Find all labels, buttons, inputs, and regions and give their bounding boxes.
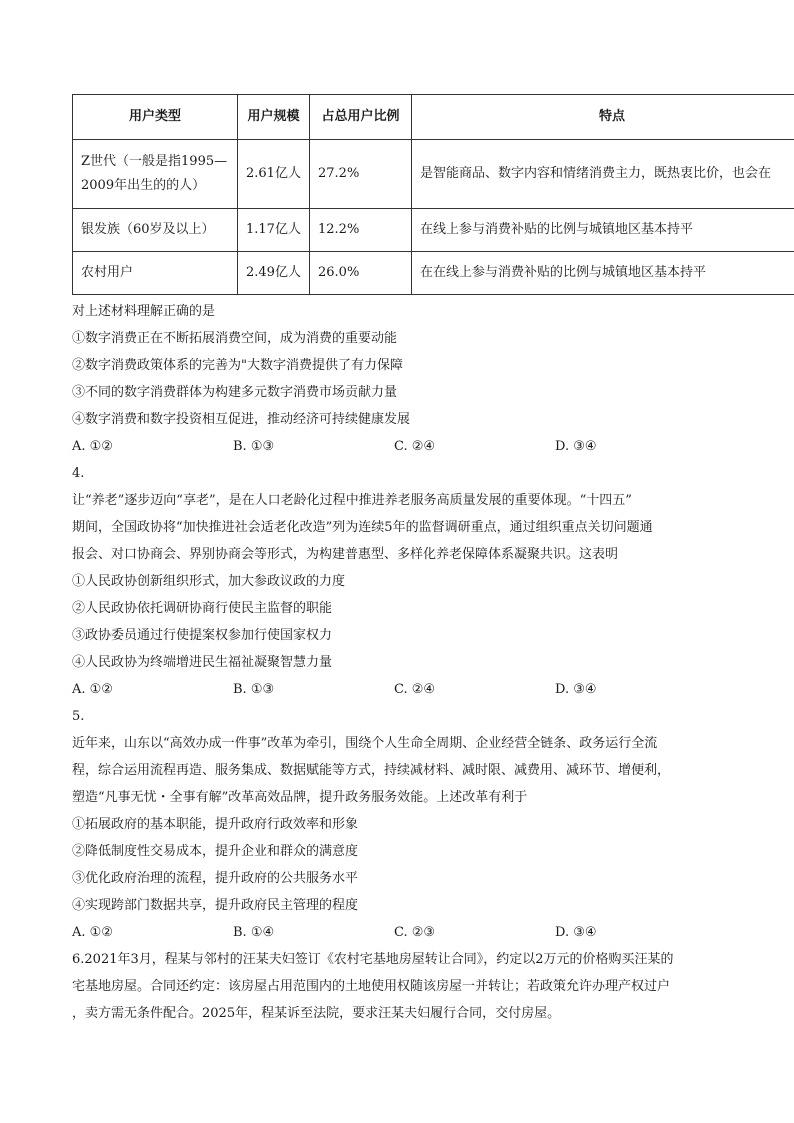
question-3-item: ①数字消费正在不断拓展消费空间，成为消费的重要动能 [72,331,398,346]
question-4-options [72,676,732,703]
question-4-item: ③政协委员通过行使提案权参加行使国家权力 [72,628,333,643]
option-c[interactable]: C. ②③ [394,925,436,940]
cell-ratio: 27.2% [310,140,412,209]
question-3-options [72,433,732,460]
cell-user-scale: 2.49亿人 [238,252,310,295]
option-c[interactable]: C. ②④ [394,439,436,454]
cell-user-type: 农村用户 [73,252,238,295]
col-header-user-type: 用户类型 [73,95,238,140]
question-3-item: ③不同的数字消费群体为构建多元数字消费市场贡献力量 [72,385,398,400]
question-4-stem-line: 期间，全国政协将“加快推进社会适老化改造”列为连续5年的监督调研重点，通过组织重点关切问题通 [72,520,653,535]
option-b[interactable]: B. ①③ [233,439,275,454]
question-6-stem-line: 宅基地房屋。合同还约定：该房屋占用范围内的土地使用权随该房屋一并转让；若政策允许办理产权过户 [72,979,671,994]
user-type-table [72,94,794,295]
question-4-item: ④人民政协为终端增进民生福祉凝聚智慧力量 [72,655,333,670]
option-a[interactable]: A. ①② [72,925,113,940]
cell-user-type [73,140,238,209]
question-4-number: 4. [72,466,85,481]
option-d[interactable]: D. ③④ [555,439,597,454]
cell-feature: 在在线上参与消费补贴的比例与城镇地区基本持平 [412,252,794,295]
question-6-stem-line: 6.2021年3月，程某与邻村的汪某夫妇签订《农村宅基地房屋转让合同》，约定以2万元的价格购买汪某的 [72,952,674,967]
option-d[interactable]: D. ③④ [555,925,597,940]
col-header-feature: 特点 [412,95,794,140]
option-b[interactable]: B. ①④ [233,925,275,940]
table-header-row [73,95,794,140]
option-c[interactable]: C. ②④ [394,682,436,697]
option-a[interactable]: A. ①② [72,682,113,697]
question-3-stem: 对上述材料理解正确的是 [72,304,216,319]
question-5-stem-line: 塑造“凡事无忧・全事有解”改革高效品牌，提升政务服务效能。上述改革有利于 [72,790,528,805]
cell-user-scale: 1.17亿人 [238,209,310,252]
cell-user-scale: 2.61亿人 [238,140,310,209]
question-5-stem-line: 近年来，山东以“高效办成一件事”改革为牵引，围绕个人生命全周期、企业经营全链条、政务运行全流 [72,736,658,751]
table-row [73,252,794,295]
question-5-stem-line: 程，综合运用流程再造、服务集成、数据赋能等方式，持续减材料、减时限、减费用、减环节、增便利， [72,763,671,778]
question-4-stem-line: 让“养老”逐步迈向“享老”，是在人口老龄化过程中推进养老服务高质量发展的重要体现。“十四五” [72,493,632,508]
question-4-stem-line: 报会、对口协商会、界别协商会等形式，为构建普惠型、多样化养老保障体系凝聚共识。这表明 [72,547,619,562]
question-5-item: ①拓展政府的基本职能，提升政府行政效率和形象 [72,817,359,832]
question-5-options [72,919,732,946]
option-b[interactable]: B. ①③ [233,682,275,697]
question-4-item: ①人民政协创新组织形式，加大参政议政的力度 [72,574,346,589]
col-header-user-scale: 用户规模 [238,95,310,140]
cell-user-type: 银发族（60岁及以上） [73,209,238,252]
question-body [72,298,732,1027]
cell-feature: 在线上参与消费补贴的比例与城镇地区基本持平 [412,209,794,252]
question-4-item: ②人民政协依托调研协商行使民主监督的职能 [72,601,333,616]
table-row [73,140,794,209]
cell-feature: 是智能商品、数字内容和情绪消费主力，既热衷比价，也会在 [412,140,794,209]
question-5-number: 5. [72,709,85,724]
question-5-item: ②降低制度性交易成本，提升企业和群众的满意度 [72,844,359,859]
col-header-ratio: 占总用户比例 [310,95,412,140]
question-3-item: ②数字消费政策体系的完善为"大数字消费提供了有力保障 [72,358,403,373]
question-5-item: ③优化政府治理的流程，提升政府的公共服务水平 [72,871,359,886]
question-6-stem-line: ，卖方需无条件配合。2025年，程某诉至法院，要求汪某夫妇履行合同，交付房屋。 [72,1006,561,1021]
option-d[interactable]: D. ③④ [555,682,597,697]
cell-ratio: 12.2% [310,209,412,252]
cell-ratio: 26.0% [310,252,412,295]
question-3-item: ④数字消费和数字投资相互促进，推动经济可持续健康发展 [72,412,411,427]
table-row [73,209,794,252]
option-a[interactable]: A. ①② [72,439,113,454]
cell-user-type-line: Z世代（一般是指1995— [81,154,228,169]
question-5-item: ④实现跨部门数据共享，提升政府民主管理的程度 [72,898,359,913]
cell-user-type-line: 2009年出生的的人） [81,178,206,193]
